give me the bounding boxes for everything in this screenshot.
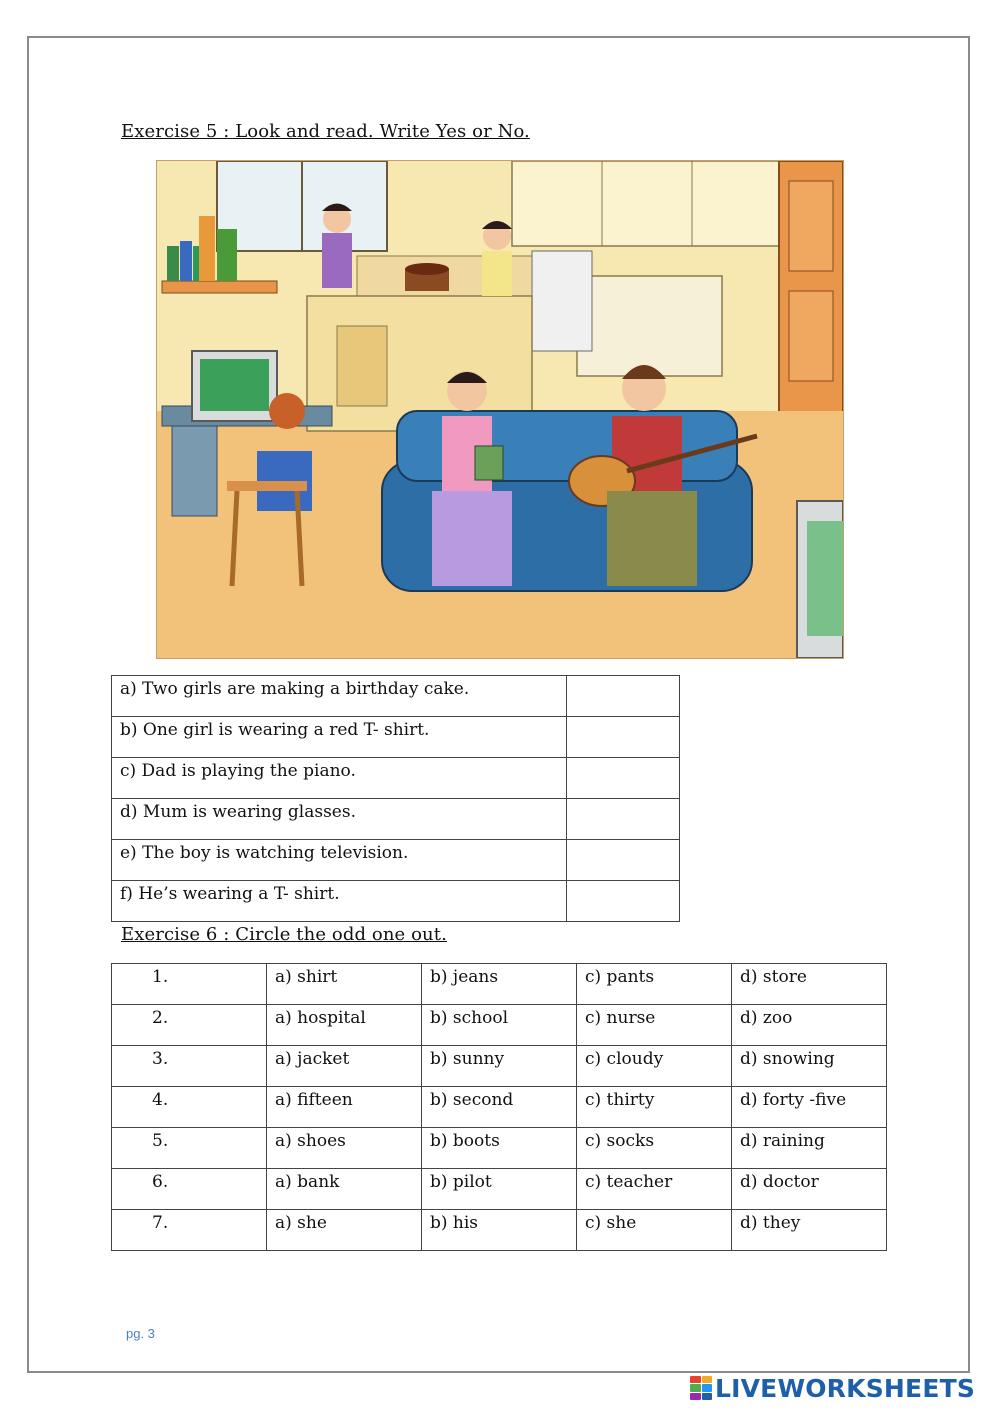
item-number: 1. [112,964,267,1005]
table-row [112,964,887,1005]
answer-cell[interactable] [567,840,680,881]
option-a[interactable]: a) shirt [267,964,422,1005]
odd-one-out-table [111,963,887,1251]
table-row [112,676,680,717]
option-b[interactable]: b) sunny [422,1046,577,1087]
statement-cell: a) Two girls are making a birthday cake. [112,676,567,717]
statement-cell: f) He’s wearing a T- shirt. [112,881,567,922]
page-number: pg. 3 [126,1326,155,1341]
item-number: 7. [112,1210,267,1251]
option-c[interactable]: c) teacher [577,1169,732,1210]
table-row [112,1128,887,1169]
option-d[interactable]: d) forty -five [732,1087,887,1128]
option-b[interactable]: b) boots [422,1128,577,1169]
answer-cell[interactable] [567,799,680,840]
exercise-6-title: Exercise 6 : Circle the odd one out. [121,924,447,945]
option-b[interactable]: b) his [422,1210,577,1251]
table-row [112,1087,887,1128]
option-a[interactable]: a) hospital [267,1005,422,1046]
item-number: 6. [112,1169,267,1210]
option-b[interactable]: b) jeans [422,964,577,1005]
answer-cell[interactable] [567,758,680,799]
statement-cell: d) Mum is wearing glasses. [112,799,567,840]
option-a[interactable]: a) fifteen [267,1087,422,1128]
family-living-room-illustration [156,160,844,659]
table-row [112,799,680,840]
option-d[interactable]: d) raining [732,1128,887,1169]
option-a[interactable]: a) bank [267,1169,422,1210]
option-c[interactable]: c) thirty [577,1087,732,1128]
item-number: 5. [112,1128,267,1169]
option-a[interactable]: a) she [267,1210,422,1251]
table-row [112,1046,887,1087]
option-c[interactable]: c) she [577,1210,732,1251]
option-b[interactable]: b) second [422,1087,577,1128]
item-number: 4. [112,1087,267,1128]
option-b[interactable]: b) pilot [422,1169,577,1210]
exercise-5-title: Exercise 5 : Look and read. Write Yes or No. [121,121,530,142]
table-row [112,1169,887,1210]
table-row [112,1005,887,1046]
option-b[interactable]: b) school [422,1005,577,1046]
table-row [112,840,680,881]
item-number: 3. [112,1046,267,1087]
table-row [112,1210,887,1251]
liveworksheets-logo [690,1372,990,1404]
option-c[interactable]: c) pants [577,964,732,1005]
item-number: 2. [112,1005,267,1046]
answer-cell[interactable] [567,881,680,922]
option-d[interactable]: d) doctor [732,1169,887,1210]
table-row [112,881,680,922]
statement-cell: b) One girl is wearing a red T- shirt. [112,717,567,758]
option-a[interactable]: a) shoes [267,1128,422,1169]
option-c[interactable]: c) cloudy [577,1046,732,1087]
option-d[interactable]: d) they [732,1210,887,1251]
option-c[interactable]: c) nurse [577,1005,732,1046]
table-row [112,758,680,799]
option-d[interactable]: d) snowing [732,1046,887,1087]
brand-name: LIVEWORKSHEETS [715,1373,976,1403]
option-a[interactable]: a) jacket [267,1046,422,1087]
table-row [112,717,680,758]
liveworksheets-icon [690,1376,712,1400]
statement-cell: c) Dad is playing the piano. [112,758,567,799]
option-d[interactable]: d) store [732,964,887,1005]
option-c[interactable]: c) socks [577,1128,732,1169]
yes-no-table [111,675,680,922]
answer-cell[interactable] [567,717,680,758]
option-d[interactable]: d) zoo [732,1005,887,1046]
answer-cell[interactable] [567,676,680,717]
statement-cell: e) The boy is watching television. [112,840,567,881]
